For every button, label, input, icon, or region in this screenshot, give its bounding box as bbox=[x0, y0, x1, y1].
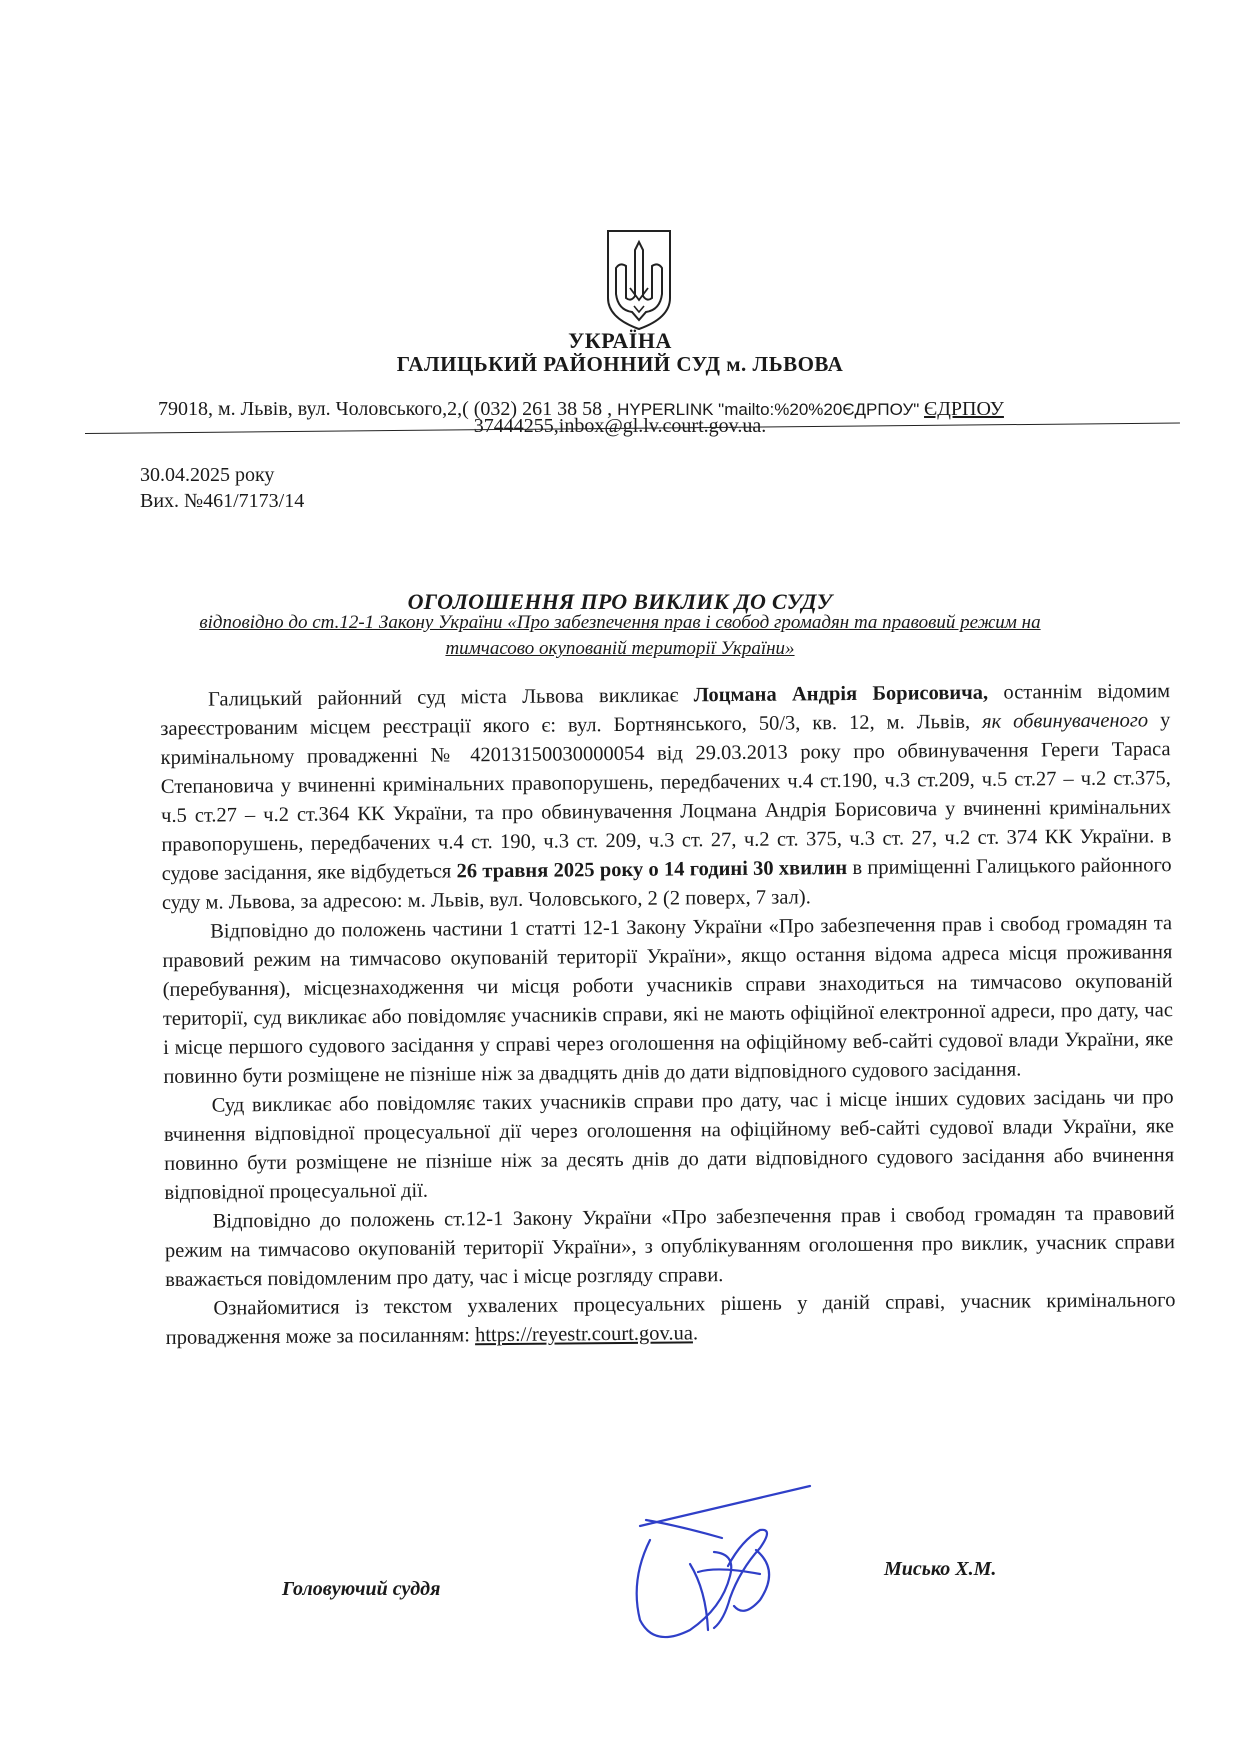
edrpou-label: ЄДРПОУ bbox=[924, 398, 1004, 420]
paragraph-notification: Відповідно до положень ст.12-1 Закону України «Про забезпечення прав і свобод громадян та правовий режим на тимчасово окупованій території України», з опублікуванням оголошення про виклик, учасник справи вважається повідомленим про дату, час і місце розгляду справи. bbox=[164, 1202, 1175, 1291]
announcement-subtitle-line2: тимчасово окупованій території України» bbox=[445, 638, 795, 659]
presiding-judge-label: Головуючий суддя bbox=[282, 1578, 441, 1600]
hearing-location: в приміщенні Галицького районного суду м. Львова, за адресою: м. Львів, вул. Чоловського, 2 (2 поверх, 7 зал). bbox=[161, 854, 1172, 914]
defendant-role: як обвинуваченого bbox=[981, 709, 1149, 733]
paragraph-registry bbox=[165, 1286, 1175, 1353]
announcement-subtitle-line1: відповідно до ст.12-1 Закону України «Про забезпечення прав і свобод громадян та правовий режим на bbox=[199, 612, 1041, 633]
court-address-line2 bbox=[0, 415, 1240, 438]
paragraph-summons bbox=[160, 677, 1172, 918]
announcement-title: ОГОЛОШЕННЯ ПРО ВИКЛИК ДО СУДУ bbox=[407, 589, 833, 614]
hyperlink-field-code: HYPERLINK "mailto:%20%20ЄДРПОУ" bbox=[617, 400, 925, 419]
hearing-datetime: 26 травня 2025 року о 14 годині 30 хвилин bbox=[456, 857, 848, 883]
document-date: 30.04.2025 року bbox=[140, 464, 275, 486]
summons-address: останнім відомим зареєстрованим місцем реєстрації якого є: вул. Бортнянського, 50/3, кв. 12, м. Львів, bbox=[160, 680, 1171, 740]
court-name: ГАЛИЦЬКИЙ РАЙОННИЙ СУД м. ЛЬВОВА bbox=[396, 352, 844, 376]
paragraph-law-part1: Відповідно до положень частини 1 статті 12-1 Закону України «Про забезпечення прав і свобод громадян та правовий режим на тимчасово окупованій території України», якщо остання відома адреса місця проживання (перебування), місцезнаходження чи місця роботи учасників справи знаходиться на тимчасово окупованій території, суд викликає або повідомляє учасників справи, які не мають офіційної електронної адреси, про дату, час і місце першого судового засідання у справі через оголошення на офіційному веб-сайті судової влади України, яке повинно бути розміщене не пізніше ніж за двадцять днів до дати відповідного судового засідання. bbox=[162, 912, 1174, 1088]
judge-name: Мисько Х.М. bbox=[884, 1558, 997, 1580]
handwritten-signature bbox=[610, 1480, 830, 1650]
summons-text: Галицький районний суд міста Львова викликає bbox=[208, 684, 694, 711]
edrpou-email: 37444255,inbox@gl.lv.court.gov.ua. bbox=[473, 415, 767, 437]
coat-of-arms-icon bbox=[604, 228, 674, 332]
registry-text: Ознайомитися із текстом ухвалених процесуальних рішень у даній справі, учасник кримінального провадження може за посиланням: bbox=[165, 1289, 1176, 1349]
summons-charges: у кримінальному провадженні № 42013150030000054 від 29.03.2013 року про обвинувачення Гереги Тараса Степановича у вчиненні кримінальних правопорушень, передбачених ч.4 ст.190, ч.3 ст.209, ч.5 ст.27 – ч.2 ст.375, ч.5 ст.27 – ч.2 ст.364 КК України, та про обвинувачення Лоцмана Андрія Борисовича у вчиненні кримінальних правопорушень, передбачених ч.4 ст. 190, ч.3 ст. 209, ч.3 ст. 27, ч.2 ст. 375, ч.3 ст. 27, ч.2 ст. 374 КК України. в судове засідання, яке відбудеться bbox=[160, 709, 1172, 885]
announcement-body bbox=[160, 677, 1176, 1353]
paragraph-law-other-hearings: Суд викликає або повідомляє таких учасників справи про дату, час і місце інших судових засідань чи про вчинення відповідної процесуальної дії через оголошення на офіційному веб-сайті судової влади України, яке повинно бути розміщене не пізніше ніж за десять днів до дати відповідного судового засідання або вчинення відповідної процесуальної дії. bbox=[163, 1086, 1175, 1204]
registry-link[interactable]: https://reyestr.court.gov.ua bbox=[474, 1322, 693, 1347]
registry-period: . bbox=[692, 1322, 699, 1345]
address-text: 79018, м. Львів, вул. Чоловського,2,( (032) 261 38 58 , bbox=[158, 398, 618, 420]
outgoing-number: Вих. №461/7173/14 bbox=[140, 490, 305, 512]
defendant-name: Лоцмана Андрія Борисовича, bbox=[693, 681, 989, 707]
country-name: УКРАЇНА bbox=[568, 328, 672, 353]
